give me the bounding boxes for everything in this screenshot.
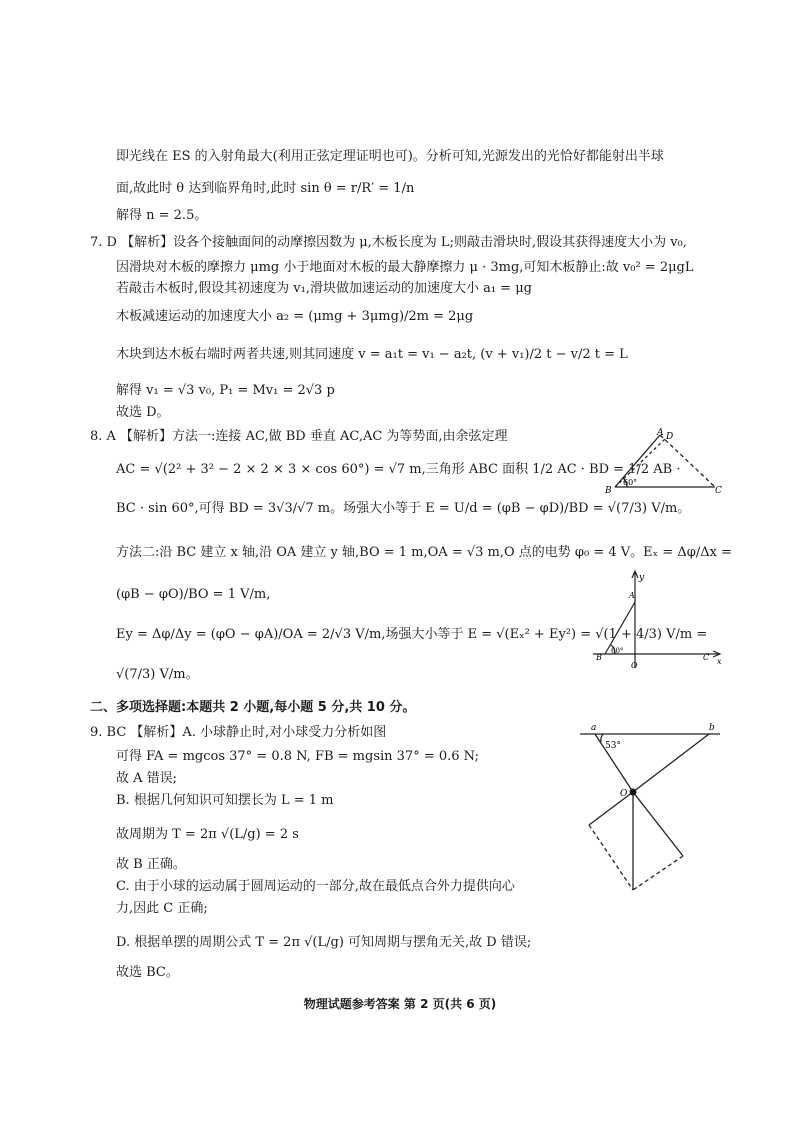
text-line: 7. D 【解析】设各个接触面间的动摩擦因数为 μ,木板长度为 L;则敲击滑块时,假设其获得速度大小为 v₀, <box>90 235 687 250</box>
text-line: (φB − φO)/BO = 1 V/m, <box>116 587 271 602</box>
text-line: 力,因此 C 正确; <box>116 901 208 916</box>
axes-figure <box>585 568 725 672</box>
text-line: AC = √(2² + 3² − 2 × 2 × 3 × cos 60°) = √7 m,三角形 ABC 面积 1/2 AC · BD = 1/2 AB · <box>116 462 681 477</box>
label-x: x <box>717 657 722 666</box>
page-footer: 物理试题参考答案 第 2 页(共 6 页) <box>303 997 497 1011</box>
text-line: 面,故此时 θ 达到临界角时,此时 sin θ = r/R′ = 1/n <box>116 181 415 196</box>
text-line: 若敲击木板时,假设其初速度为 v₁,滑块做加速运动的加速度大小 a₁ = μg <box>116 281 532 296</box>
text-line: 木块到达木板右端时两者共速,则其同速度 v = a₁t = v₁ − a₂t, (v + v₁)/2 t − v/2 t = L <box>116 347 628 362</box>
text-line: 方法二:沿 BC 建立 x 轴,沿 OA 建立 y 轴,BO = 1 m,OA = √3 m,O 点的电势 φ₀ = 4 V。Eₓ = Δφ/Δx = <box>116 545 732 560</box>
text-line: 故 A 错误; <box>116 771 178 786</box>
text-line: Ey = Δφ/Δy = (φO − φA)/OA = 2/√3 V/m,场强大小等于 E = √(Eₓ² + Ey²) = √(1 + 4/3) V/m = <box>116 627 708 642</box>
pendulum-figure <box>575 720 725 900</box>
label-a: A <box>657 428 664 438</box>
angle-label: 60° <box>623 478 638 487</box>
text-line: B. 根据几何知识可知摆长为 L = 1 m <box>116 793 334 808</box>
text-line: C. 由于小球的运动属于圆周运动的一部分,故在最低点合外力提供向心 <box>116 879 515 894</box>
text-line: 9. BC 【解析】A. 小球静止时,对小球受力分析如图 <box>90 725 387 740</box>
label-o: O <box>631 661 638 670</box>
label-b: B <box>596 653 602 662</box>
text-line: √(7/3) V/m。 <box>116 667 199 682</box>
label-a: a <box>591 723 597 733</box>
label-d: D <box>666 432 674 442</box>
text-line: 故周期为 T = 2π √(L/g) = 2 s <box>116 827 299 842</box>
text-line: 故 B 正确。 <box>116 857 186 872</box>
text-line: BC · sin 60°,可得 BD = 3√3/√7 m。场强大小等于 E = U/d = (φB − φD)/BD = √(7/3) V/m。 <box>116 501 691 516</box>
text-line: 解得 n = 2.5。 <box>116 208 208 223</box>
label-b: b <box>709 723 715 733</box>
text-line: 即光线在 ES 的入射角最大(利用正弦定理证明也可)。分析可知,光源发出的光恰好都能射出半球 <box>116 149 664 164</box>
text-line: 可得 FA = mgcos 37° = 0.8 N, FB = mgsin 37° = 0.6 N; <box>116 749 479 764</box>
label-y: y <box>639 573 645 583</box>
label-b: B <box>605 486 612 496</box>
label-a: A <box>629 591 635 600</box>
text-line: 8. A 【解析】方法一:连接 AC,做 BD 垂直 AC,AC 为等势面,由余弦定理 <box>90 429 508 444</box>
label-c: C <box>715 486 722 496</box>
text-line: 因滑块对木板的摩擦力 μmg 小于地面对木板的最大静摩擦力 μ · 3mg,可知木板静止:故 v₀² = 2μgL <box>116 260 694 275</box>
section-heading: 二、多项选择题:本题共 2 小题,每小题 5 分,共 10 分。 <box>90 700 416 715</box>
text-line: 故选 D。 <box>116 405 170 420</box>
label-o: O <box>620 789 628 799</box>
text-line: 木板减速运动的加速度大小 a₂ = (μmg + 3μmg)/2m = 2μg <box>116 309 474 324</box>
triangle-figure <box>605 425 725 500</box>
text-line: 故选 BC。 <box>116 965 179 980</box>
angle-label: 53° <box>605 741 621 751</box>
text-line: D. 根据单摆的周期公式 T = 2π √(L/g) 可知周期与摆角无关,故 D 错误; <box>116 935 532 950</box>
label-c: C <box>703 653 710 662</box>
angle-label: 60° <box>611 647 624 655</box>
text-line: 解得 v₁ = √3 v₀, P₁ = Mv₁ = 2√3 p <box>116 383 335 398</box>
